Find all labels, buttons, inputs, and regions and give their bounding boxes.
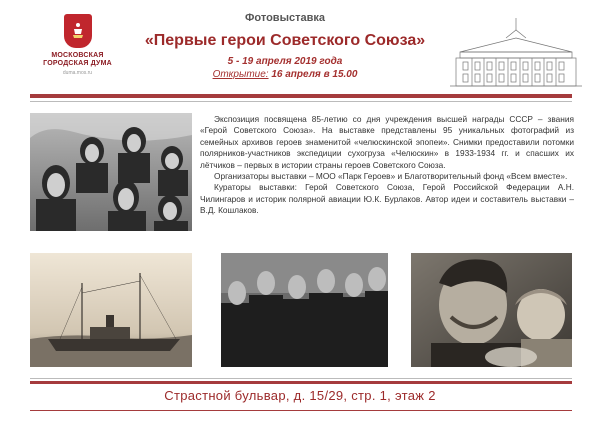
footer-divider: [30, 381, 572, 384]
moscow-coat-of-arms-icon: [64, 14, 92, 48]
exhibition-description: [200, 114, 574, 217]
exhibition-title: «Первые герои Советского Союза»: [144, 32, 426, 49]
description-paragraph-3: Кураторы выставки: Герой Советского Союза, Герой Российской Федерации А.Н. Чилингаров и историк полярной авиации Ю.К. Бурлаков. Автор идеи и составитель выставки – В.Д. Кошлаков.: [200, 182, 574, 216]
opening-value: 16 апреля в 15.00: [268, 69, 358, 80]
header-divider-thin: [30, 101, 572, 102]
hero-with-child-photo: [411, 253, 572, 367]
venue-address: Страстной бульвар, д. 15/29, стр. 1, этаж 2: [164, 388, 436, 403]
opening-line: [120, 69, 450, 80]
exhibition-dates: 5 - 19 апреля 2019 года: [227, 56, 343, 67]
footer-divider-thin: [30, 378, 572, 379]
chelyuskin-ship-photo: [30, 253, 192, 367]
duma-logo: [40, 14, 115, 76]
logo-name: МОСКОВСКАЯ ГОРОДСКАЯ ДУМА: [43, 52, 112, 67]
description-paragraph-2: Организаторы выставки – МОО «Парк Героев» и Благотворительный фонд «Всем вместе».: [214, 171, 568, 182]
duma-building-illustration: [450, 8, 582, 92]
header-divider: [30, 94, 572, 98]
pilots-group-photo: [221, 253, 388, 367]
header: [120, 12, 450, 80]
logo-site: duma.mos.ru: [62, 70, 93, 76]
footer-bottom-line: [30, 410, 572, 411]
description-paragraph-1: Экспозиция посвящена 85-летию со дня учреждения высшей награды СССР – звания «Герой Советского Союза». На выставке представлены 95 уникальных фотографий из семейных архивов героев знаменитой «челюскинской эпопеи». Снимки предоставили потомки полярников-участников экспедиции сухогруза «Челюскин» в 1933-1934 гг. и спасших их лётчиков – первых в истории страны героев Советского Союза.: [200, 114, 574, 170]
opening-label: Открытие:: [212, 69, 269, 80]
heroes-collage-photo: [30, 113, 192, 231]
exhibition-label: Фотовыставка: [245, 12, 325, 24]
